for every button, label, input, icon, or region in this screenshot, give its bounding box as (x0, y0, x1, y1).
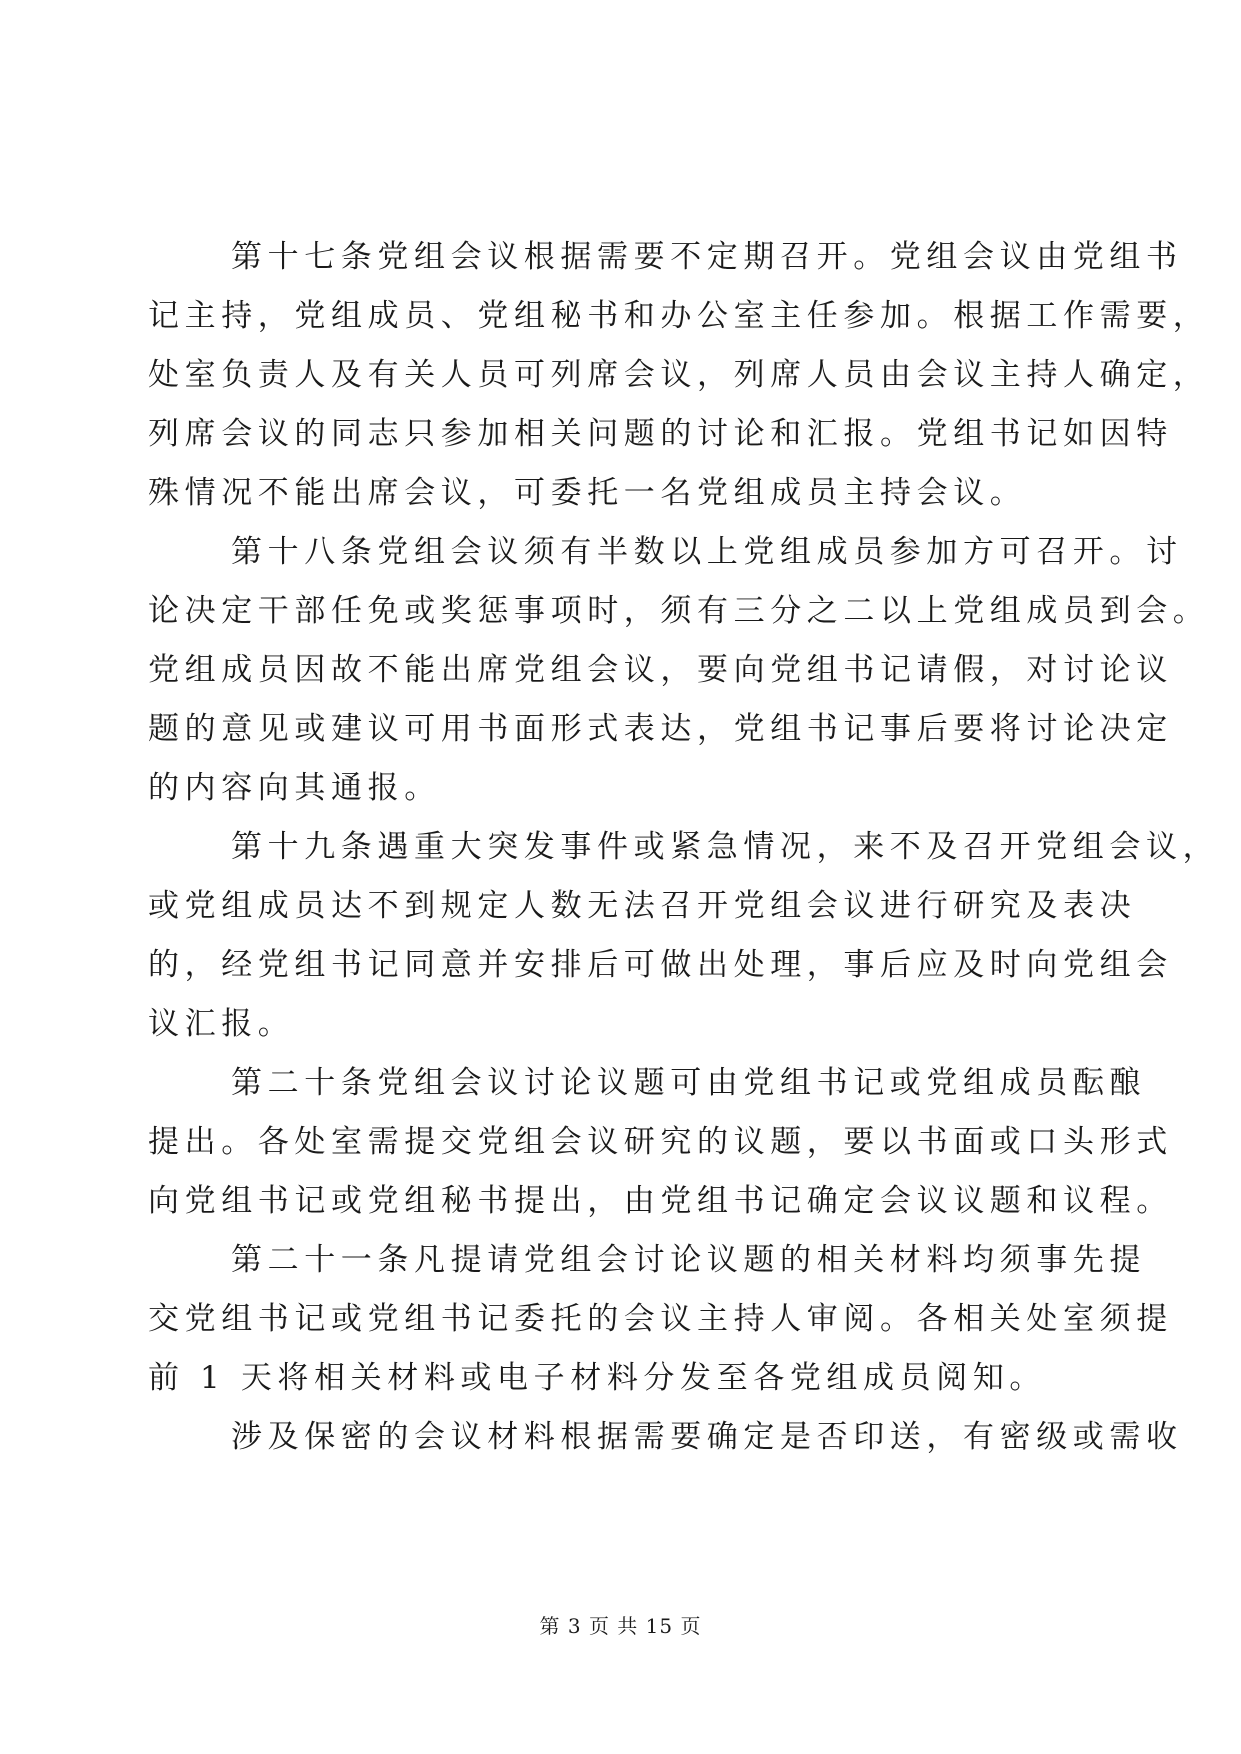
text-line: 的，经党组书记同意并安排后可做出处理，事后应及时向党组会 (148, 947, 1173, 983)
text-line: 前 1 天将相关材料或电子材料分发至各党组成员阅知。 (148, 1360, 1047, 1396)
document-body (148, 228, 1220, 1467)
text-line: 第二十一条凡提请党组会讨论议题的相关材料均须事先提 (231, 1242, 1146, 1278)
text-line: 党组成员因故不能出席党组会议，要向党组书记请假，对讨论议 (148, 652, 1173, 688)
text-line: 涉及保密的会议材料根据需要确定是否印送，有密级或需收 (231, 1419, 1183, 1455)
text-line: 记主持，党组成员、党组秘书和办公室主任参加。根据工作需要， (148, 298, 1210, 334)
paragraph-article-21 (148, 1231, 1173, 1408)
text-line: 第十九条遇重大突发事件或紧急情况，来不及召开党组会议， (231, 829, 1220, 865)
text-line: 处室负责人及有关人员可列席会议，列席人员由会议主持人确定， (148, 357, 1210, 393)
text-line: 提出。各处室需提交党组会议研究的议题，要以书面或口头形式 (148, 1124, 1173, 1160)
paragraph-article-17 (148, 228, 1210, 523)
paragraph-article-19 (148, 818, 1220, 1054)
text-line: 交党组书记或党组书记委托的会议主持人审阅。各相关处室须提 (148, 1301, 1173, 1337)
text-line: 殊情况不能出席会议，可委托一名党组成员主持会议。 (148, 475, 1027, 511)
text-line: 或党组成员达不到规定人数无法召开党组会议进行研究及表决 (148, 888, 1137, 924)
paragraph-article-18 (148, 523, 1210, 818)
text-line: 第二十条党组会议讨论议题可由党组书记或党组成员酝酿 (231, 1065, 1146, 1101)
text-line: 第十七条党组会议根据需要不定期召开。党组会议由党组书 (231, 239, 1183, 275)
paragraph-article-20 (148, 1054, 1173, 1231)
text-line: 论决定干部任免或奖惩事项时，须有三分之二以上党组成员到会。 (148, 593, 1210, 629)
text-line: 题的意见或建议可用书面形式表达，党组书记事后要将讨论决定 (148, 711, 1173, 747)
text-line: 的内容向其通报。 (148, 770, 441, 806)
paragraph-confidential-materials (148, 1408, 1183, 1467)
text-line: 议汇报。 (148, 1006, 295, 1042)
text-line: 列席会议的同志只参加相关问题的讨论和汇报。党组书记如因特 (148, 416, 1173, 452)
page-number-footer: 第 3 页 共 15 页 (539, 1614, 702, 1638)
text-line: 向党组书记或党组秘书提出，由党组书记确定会议议题和议程。 (148, 1183, 1173, 1219)
text-line: 第十八条党组会议须有半数以上党组成员参加方可召开。讨 (231, 534, 1183, 570)
